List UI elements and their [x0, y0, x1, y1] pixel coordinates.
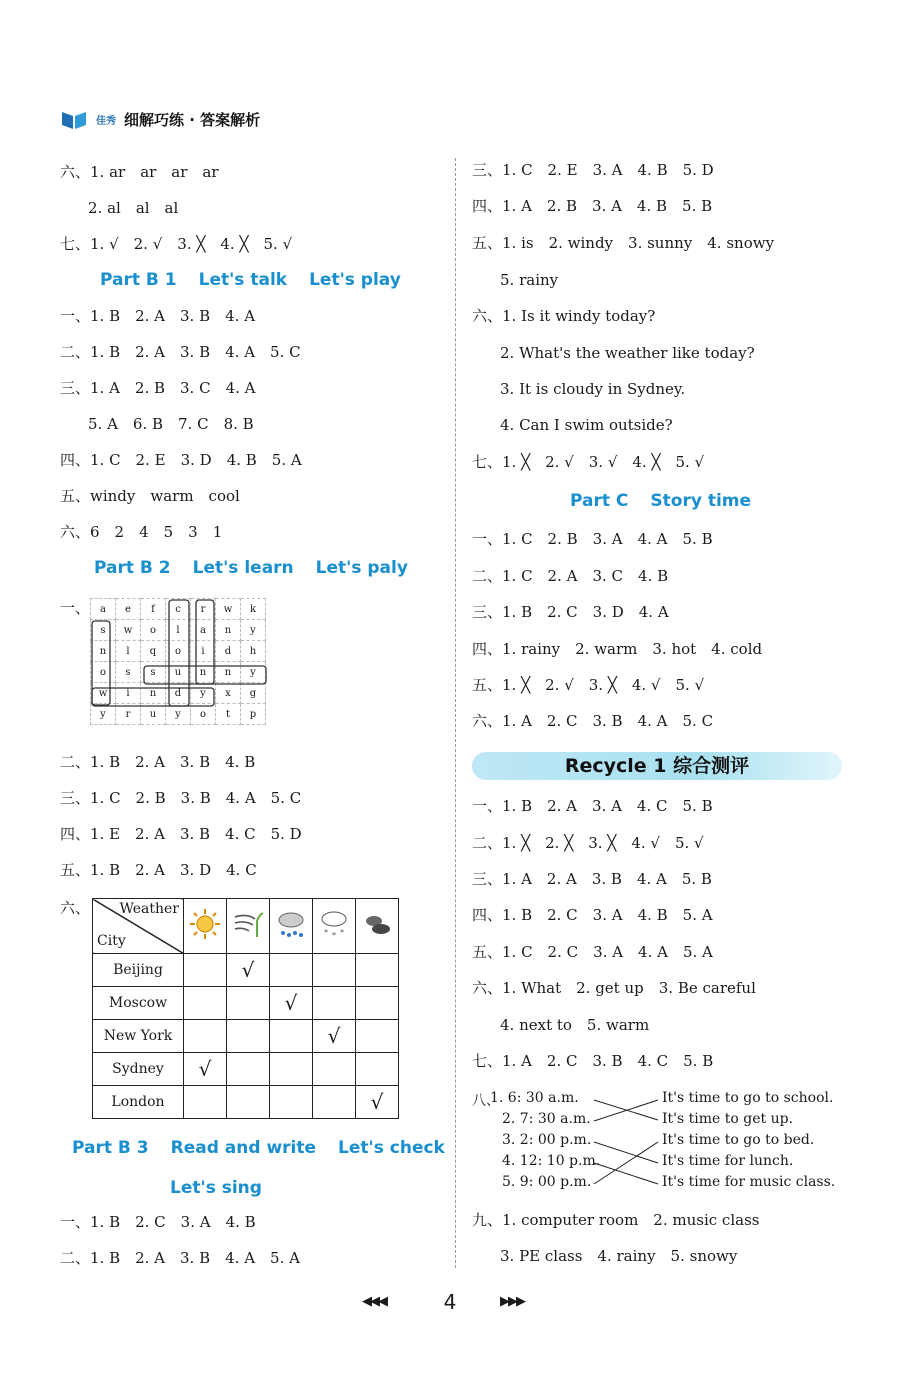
- answer-line: 一、1. C 2. B 3. A 4. A 5. B: [472, 530, 713, 548]
- page-number: 4: [443, 1290, 457, 1314]
- city-cell: Beijing: [93, 954, 184, 987]
- weather-city-table: [92, 898, 399, 1119]
- grid-cell: u: [141, 704, 166, 725]
- grid-cell: o: [191, 704, 216, 725]
- answer-line: 六、1. A 2. C 3. B 4. A 5. C: [472, 712, 714, 730]
- answer-line: 六、6 2 4 5 3 1: [60, 523, 223, 541]
- windy-icon: [227, 899, 270, 954]
- answer-line: 六、1. ar ar ar ar: [60, 163, 219, 181]
- match-right-item: It's time to get up.: [662, 1111, 794, 1127]
- check-cell: [313, 954, 356, 987]
- sunny-icon: [184, 899, 227, 954]
- table-row: [93, 1086, 399, 1119]
- grid-cell: y: [241, 662, 266, 683]
- answer-line: 六、1. What 2. get up 3. Be careful: [472, 979, 756, 997]
- check-cell: [270, 954, 313, 987]
- match-left-item: 4. 12: 10 p.m.: [502, 1153, 601, 1169]
- question-label: 八、: [472, 1093, 500, 1109]
- match-left-item: 2. 7: 30 a.m.: [502, 1111, 591, 1127]
- grid-cell: o: [141, 620, 166, 641]
- answer-line: 3. PE class 4. rainy 5. snowy: [500, 1247, 738, 1265]
- book-logo-icon: [60, 108, 88, 130]
- answer-line: 二、1. ╳ 2. ╳ 3. ╳ 4. √ 5. √: [472, 834, 704, 852]
- grid-cell: n: [141, 683, 166, 704]
- recycle-banner: Recycle 1 综合测评: [472, 752, 842, 780]
- rainy-icon: [270, 899, 313, 954]
- section-heading-part-c: Part C Story time: [570, 491, 752, 511]
- grid-cell: k: [241, 599, 266, 620]
- brand-name: 佳秀: [96, 115, 116, 127]
- table-row: [93, 1020, 399, 1053]
- match-left-item: 5. 9: 00 p.m.: [502, 1174, 592, 1190]
- grid-cell: h: [241, 641, 266, 662]
- grid-cell: t: [216, 704, 241, 725]
- check-cell: [227, 987, 270, 1020]
- grid-cell: w: [216, 599, 241, 620]
- answer-line: 四、1. E 2. A 3. B 4. C 5. D: [60, 825, 302, 843]
- corner-weather-label: Weather: [119, 901, 179, 917]
- page-header: [60, 108, 260, 130]
- check-cell: [227, 1053, 270, 1086]
- check-cell: [270, 1053, 313, 1086]
- grid-cell: c: [166, 599, 191, 620]
- grid-cell: f: [141, 599, 166, 620]
- answer-line: 二、1. B 2. A 3. B 4. B: [60, 753, 256, 771]
- answer-line: 四、1. rainy 2. warm 3. hot 4. cold: [472, 640, 763, 658]
- grid-cell: s: [116, 662, 141, 683]
- answer-line: 三、1. A 2. A 3. B 4. A 5. B: [472, 870, 712, 888]
- answer-line: 三、1. B 2. C 3. D 4. A: [472, 603, 669, 621]
- check-cell: [227, 1020, 270, 1053]
- grid-cell: y: [191, 683, 216, 704]
- grid-cell: e: [116, 599, 141, 620]
- answer-line: 七、1. A 2. C 3. B 4. C 5. B: [472, 1052, 714, 1070]
- match-right-item: It's time to go to school.: [662, 1090, 834, 1106]
- check-cell: [313, 987, 356, 1020]
- check-cell: [356, 1053, 399, 1086]
- answer-line: 一、1. B 2. C 3. A 4. B: [60, 1213, 256, 1231]
- answer-line: 三、1. C 2. E 3. A 4. B 5. D: [472, 161, 714, 179]
- answer-line: 四、1. A 2. B 3. A 4. B 5. B: [472, 197, 713, 215]
- check-cell: [313, 1086, 356, 1119]
- check-mark-icon: √: [370, 1090, 384, 1114]
- answer-line: 5. rainy: [500, 271, 559, 289]
- match-right-item: It's time to go to bed.: [662, 1132, 815, 1148]
- check-mark-icon: √: [241, 958, 255, 982]
- answer-line: 九、1. computer room 2. music class: [472, 1211, 760, 1229]
- check-cell: [270, 987, 313, 1020]
- answer-line: 二、1. C 2. A 3. C 4. B: [472, 567, 669, 585]
- question-label: 一、: [60, 599, 91, 617]
- table-row: [93, 954, 399, 987]
- grid-cell: i: [116, 683, 141, 704]
- section-heading-part-b1: Part B 1 Let's talk Let's play: [100, 270, 401, 290]
- check-cell: [356, 1086, 399, 1119]
- grid-cell: a: [191, 620, 216, 641]
- check-cell: [227, 1086, 270, 1119]
- next-arrows-icon: ▶▶▶: [500, 1294, 524, 1309]
- grid-cell: y: [91, 704, 116, 725]
- grid-cell: l: [166, 620, 191, 641]
- column-divider: [455, 158, 456, 1268]
- match-right-item: It's time for lunch.: [662, 1153, 794, 1169]
- grid-cell: y: [166, 704, 191, 725]
- check-cell: [184, 987, 227, 1020]
- answer-line: 二、1. B 2. A 3. B 4. A 5. A: [60, 1249, 300, 1267]
- table-header-row: [93, 899, 399, 954]
- grid-cell: l: [116, 641, 141, 662]
- answer-line: 三、1. A 2. B 3. C 4. A: [60, 379, 256, 397]
- grid-cell: d: [216, 641, 241, 662]
- check-cell: [184, 1053, 227, 1086]
- answer-line: 七、1. √ 2. √ 3. ╳ 4. ╳ 5. √: [60, 235, 293, 253]
- prev-arrows-icon: ◀◀◀: [362, 1294, 386, 1309]
- grid-cell: n: [216, 662, 241, 683]
- answer-line: 一、1. B 2. A 3. A 4. C 5. B: [472, 797, 713, 815]
- check-cell: [313, 1053, 356, 1086]
- match-lines: [592, 1088, 662, 1198]
- match-left-item: 3. 2: 00 p.m.: [502, 1132, 592, 1148]
- match-right-item: It's time for music class.: [662, 1174, 836, 1190]
- check-mark-icon: √: [198, 1057, 212, 1081]
- check-cell: [356, 1020, 399, 1053]
- grid-cell: o: [166, 641, 191, 662]
- answer-line: 2. What's the weather like today?: [500, 344, 755, 362]
- check-mark-icon: √: [284, 991, 298, 1015]
- grid-cell: w: [116, 620, 141, 641]
- grid-cell: n: [91, 641, 116, 662]
- city-cell: Sydney: [93, 1053, 184, 1086]
- cloudy-icon: [356, 899, 399, 954]
- city-cell: Moscow: [93, 987, 184, 1020]
- answer-line: 四、1. C 2. E 3. D 4. B 5. A: [60, 451, 302, 469]
- answer-line: 4. next to 5. warm: [500, 1016, 650, 1034]
- grid-cell: y: [241, 620, 266, 641]
- grid-cell: n: [191, 662, 216, 683]
- svg-text:*: *: [332, 931, 336, 940]
- check-cell: [356, 987, 399, 1020]
- check-cell: [184, 954, 227, 987]
- city-cell: London: [93, 1086, 184, 1119]
- city-cell: New York: [93, 1020, 184, 1053]
- answer-line: 五、1. is 2. windy 3. sunny 4. snowy: [472, 234, 775, 252]
- check-cell: [356, 954, 399, 987]
- answer-line: 5. A 6. B 7. C 8. B: [88, 415, 254, 433]
- grid-cell: i: [191, 641, 216, 662]
- grid-cell: a: [91, 599, 116, 620]
- answer-line: 五、1. B 2. A 3. D 4. C: [60, 861, 257, 879]
- answer-line: 4. Can I swim outside?: [500, 416, 673, 434]
- answer-line: 3. It is cloudy in Sydney.: [500, 380, 686, 398]
- answer-line: 四、1. B 2. C 3. A 4. B 5. A: [472, 906, 713, 924]
- word-search-highlights: [90, 598, 270, 730]
- answer-line: 一、1. B 2. A 3. B 4. A: [60, 307, 256, 325]
- matching-exercise: [472, 1088, 852, 1198]
- svg-text:*: *: [324, 928, 328, 937]
- check-cell: [270, 1086, 313, 1119]
- answer-line: 五、windy warm cool: [60, 487, 240, 505]
- header-title: 细解巧练 · 答案解析: [124, 110, 261, 129]
- answer-line: 二、1. B 2. A 3. B 4. A 5. C: [60, 343, 301, 361]
- check-mark-icon: √: [327, 1024, 341, 1048]
- answer-line: 七、1. ╳ 2. √ 3. √ 4. ╳ 5. √: [472, 453, 705, 471]
- grid-cell: u: [166, 662, 191, 683]
- table-corner-cell: [93, 899, 184, 954]
- section-heading-lets-sing: Let's sing: [170, 1178, 262, 1198]
- table-row: [93, 1053, 399, 1086]
- grid-cell: o: [91, 662, 116, 683]
- grid-cell: x: [216, 683, 241, 704]
- section-heading-part-b3: Part B 3 Read and write Let's check: [72, 1138, 445, 1158]
- table-row: [93, 987, 399, 1020]
- grid-cell: d: [166, 683, 191, 704]
- grid-cell: s: [91, 620, 116, 641]
- section-heading-part-b2: Part B 2 Let's learn Let's paly: [94, 558, 408, 578]
- check-cell: [270, 1020, 313, 1053]
- grid-cell: r: [191, 599, 216, 620]
- answer-line: 五、1. ╳ 2. √ 3. ╳ 4. √ 5. √: [472, 676, 705, 694]
- grid-cell: n: [216, 620, 241, 641]
- grid-cell: w: [91, 683, 116, 704]
- answer-line: 三、1. C 2. B 3. B 4. A 5. C: [60, 789, 302, 807]
- answer-line: 六、1. Is it windy today?: [472, 307, 656, 325]
- check-cell: [313, 1020, 356, 1053]
- check-cell: [227, 954, 270, 987]
- svg-text:*: *: [340, 928, 344, 937]
- grid-cell: g: [241, 683, 266, 704]
- answer-line: 五、1. C 2. C 3. A 4. A 5. A: [472, 943, 713, 961]
- question-label: 六、: [60, 899, 91, 917]
- answer-line: 2. al al al: [88, 199, 179, 217]
- snowy-icon: [313, 899, 356, 954]
- grid-cell: r: [116, 704, 141, 725]
- check-cell: [184, 1020, 227, 1053]
- match-left-item: 1. 6: 30 a.m.: [490, 1090, 579, 1106]
- grid-cell: s: [141, 662, 166, 683]
- corner-city-label: City: [97, 933, 126, 949]
- grid-cell: q: [141, 641, 166, 662]
- check-cell: [184, 1086, 227, 1119]
- grid-cell: p: [241, 704, 266, 725]
